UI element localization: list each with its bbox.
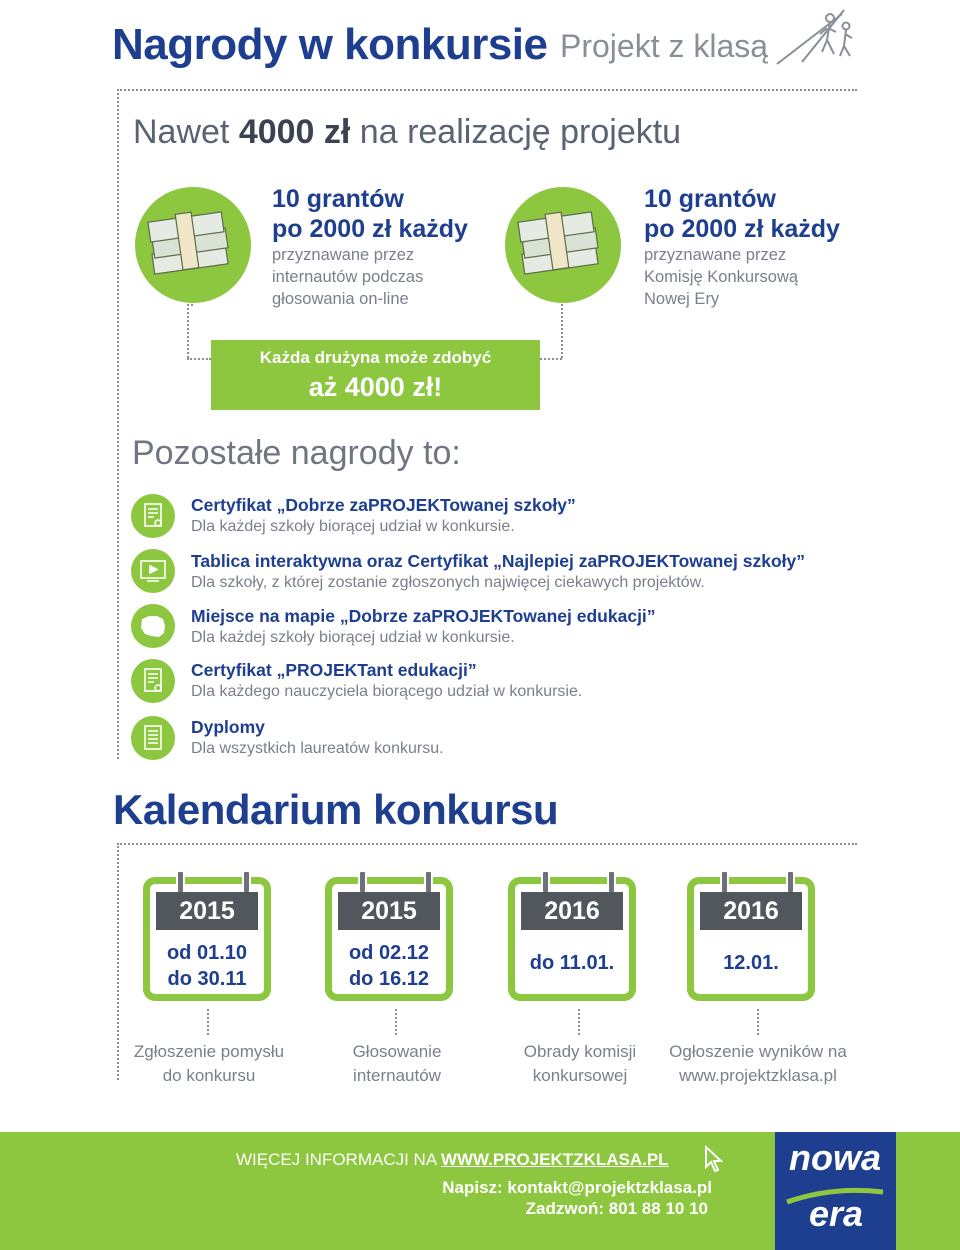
calendar-date: od 02.12: [348, 942, 430, 964]
website-link[interactable]: WWW.PROJEKTZKLASA.PL: [440, 1150, 669, 1169]
prize-title: Certyfikat „Dobrze zaPROJEKTowanej szkoły”: [191, 495, 576, 515]
calendar-date: do 16.12: [348, 968, 430, 990]
calendar-card: [687, 877, 815, 1001]
money-icon: [135, 187, 251, 303]
logo-text: Projekt z klasą: [560, 28, 769, 64]
grant-title: po 2000 zł każdy: [644, 215, 840, 243]
grant-title: po 2000 zł każdy: [272, 215, 468, 243]
diploma-icon: [131, 716, 175, 760]
prize-desc: Dla każdej szkoły biorącej udział w konkursie.: [191, 518, 515, 535]
grant-card: [644, 184, 840, 310]
headline-suffix: na realizację projektu: [350, 113, 682, 151]
calendar-year: 2015: [156, 892, 258, 930]
more-info: [236, 1150, 669, 1170]
event-line: Obrady komisji: [523, 1042, 637, 1061]
calendar-year: 2016: [521, 892, 623, 930]
calendar-event: [490, 1040, 670, 1088]
divider: [117, 843, 857, 845]
connector: [561, 304, 563, 358]
connector: [540, 358, 562, 360]
contact-email[interactable]: Napisz: kontakt@projektzklasa.pl: [442, 1178, 712, 1197]
grant-desc: Komisję Konkursową: [644, 268, 799, 286]
prize-desc: Dla szkoły, z której zostanie zgłoszonych najwięcej ciekawych projektów.: [191, 574, 705, 591]
logo-line-1: nowa: [789, 1137, 882, 1178]
event-line: Ogłoszenie wyników na: [669, 1042, 847, 1061]
grant-title: 10 grantów: [272, 185, 404, 213]
calendar-card: [325, 877, 453, 1001]
cursor-icon: [703, 1144, 725, 1179]
connector: [187, 304, 193, 306]
divider: [117, 89, 857, 91]
prize-desc: Dla każdej szkoły biorącej udział w konkursie.: [191, 629, 515, 646]
contact-phone[interactable]: Zadzwoń: 801 88 10 10: [525, 1199, 708, 1218]
prize-desc: Dla wszystkich laureatów konkursu.: [191, 740, 444, 757]
calendar-event: [119, 1040, 299, 1088]
grant-title: 10 grantów: [644, 185, 776, 213]
kids-logo-icon: [772, 4, 862, 75]
total-prize-box: [211, 340, 540, 410]
event-line: Zgłoszenie pomysłu: [133, 1042, 285, 1061]
grant-desc: Nowej Ery: [644, 290, 720, 308]
money-icon: [505, 187, 621, 303]
event-line: Głosowanie: [352, 1042, 442, 1061]
calendar-date: od 01.10: [166, 942, 248, 964]
divider: [117, 89, 119, 759]
prize-desc: Dla każdego nauczyciela biorącego udział w konkursie.: [191, 683, 583, 700]
grant-desc: internautów podczas: [272, 268, 424, 286]
calendar-date: do 30.11: [167, 968, 247, 990]
other-prizes-title: Pozostałe nagrody to:: [132, 434, 461, 472]
connector: [395, 1009, 397, 1035]
grants-headline: [133, 113, 681, 152]
certificate-icon: [131, 494, 175, 538]
headline-prefix: Nawet: [133, 113, 239, 151]
calendar-date: 12.01.: [723, 952, 779, 974]
event-line: konkursowej: [532, 1066, 628, 1085]
headline-amount: 4000 zł: [238, 113, 351, 151]
page-title: Nagrody w konkursie: [112, 20, 548, 69]
whiteboard-icon: [131, 549, 175, 593]
prize-title: Certyfikat „PROJEKTant edukacji”: [191, 660, 477, 680]
total-prize-line-1: Każda drużyna może zdobyć: [259, 348, 492, 367]
grant-desc: przyznawane przez: [272, 246, 415, 264]
calendar-card: [143, 877, 271, 1001]
connector: [207, 1009, 209, 1035]
event-line: internautów: [353, 1066, 441, 1085]
more-info-prefix: WIĘCEJ INFORMACJI NA: [236, 1150, 441, 1169]
grant-desc: głosowania on-line: [272, 290, 409, 308]
logo-line-2: era: [809, 1193, 864, 1234]
prize-title: Dyplomy: [191, 717, 265, 737]
event-line: www.projektzklasa.pl: [679, 1066, 837, 1085]
poland-map-icon: [131, 604, 175, 648]
connector: [187, 304, 189, 358]
prize-title: Miejsce na mapie „Dobrze zaPROJEKTowanej edukacji”: [191, 606, 656, 626]
calendar-year: 2016: [700, 892, 802, 930]
prize-title: Tablica interaktywna oraz Certyfikat „Najlepiej zaPROJEKTowanej szkoły”: [191, 551, 805, 571]
connector: [578, 1009, 580, 1035]
calendar-title: Kalendarium konkursu: [113, 786, 559, 833]
connector: [187, 358, 211, 360]
nowa-era-logo: [775, 1132, 896, 1250]
calendar-date: do 11.01.: [529, 952, 615, 974]
grant-card: [272, 184, 468, 310]
event-line: do konkursu: [162, 1066, 256, 1085]
calendar-year: 2015: [338, 892, 440, 930]
calendar-card: [508, 877, 636, 1001]
total-prize-line-2: aż 4000 zł!: [308, 372, 443, 402]
grant-desc: przyznawane przez: [644, 246, 787, 264]
calendar-event: [307, 1040, 487, 1088]
connector: [757, 1009, 759, 1035]
certificate-icon: [131, 659, 175, 703]
calendar-event: [655, 1040, 861, 1088]
